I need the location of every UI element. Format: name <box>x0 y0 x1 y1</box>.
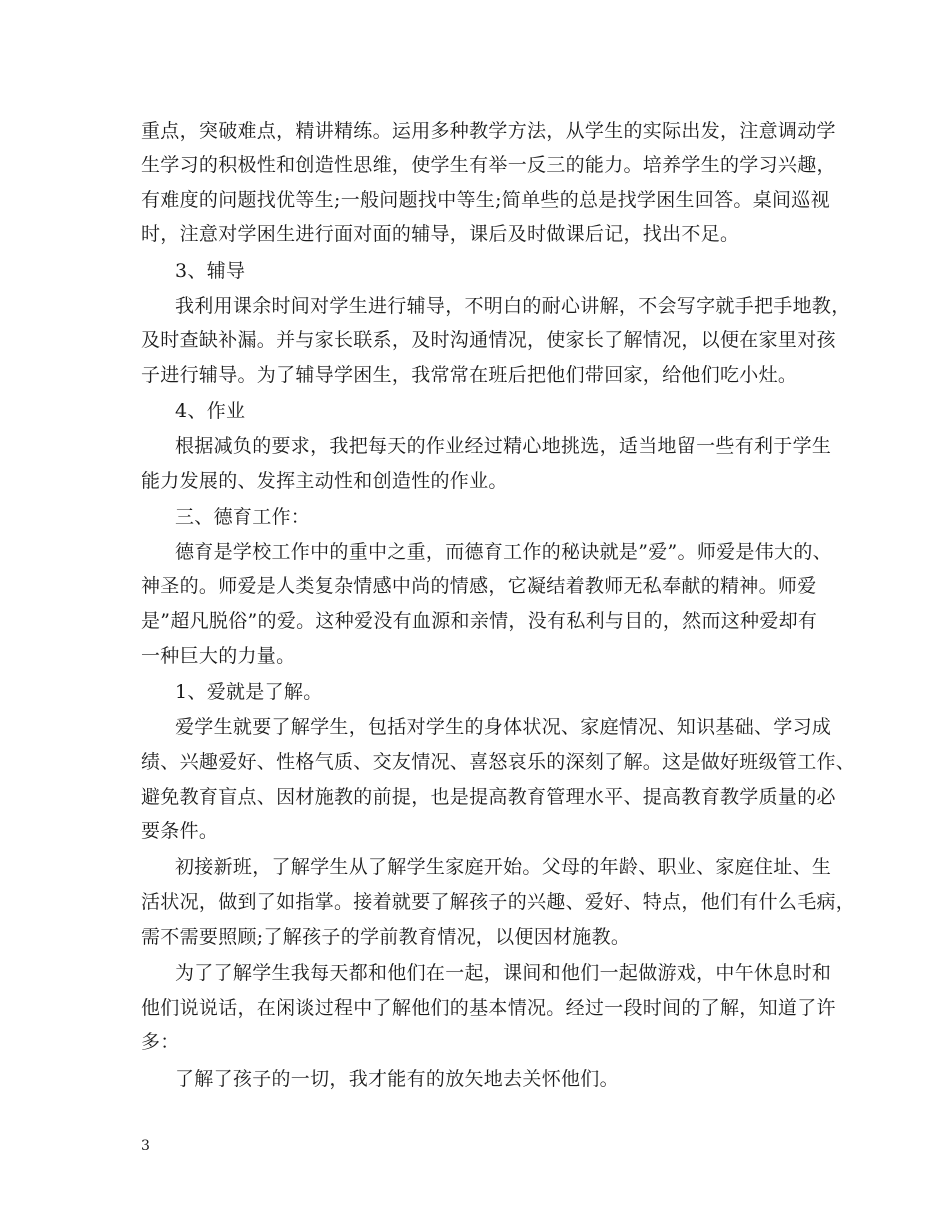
text-line: 德育是学校工作中的重中之重，而德育工作的秘诀就是”爱”。师爱是伟大的、 <box>175 541 832 563</box>
section-heading: 三、德育工作： <box>175 506 311 528</box>
text-line: 绩、兴趣爱好、性格气质、交友情况、喜怒哀乐的深刻了解。这是做好班级管工作、 <box>141 751 856 773</box>
section-heading: 4、作业 <box>175 400 246 422</box>
text-line: 为了了解学生我每天都和他们在一起，课间和他们一起做游戏，中午休息时和 <box>175 962 832 984</box>
text-line: 活状况，做到了如指掌。接着就要了解孩子的兴趣、爱好、特点，他们有什么毛病， <box>141 891 856 913</box>
text-line: 他们说说话，在闲谈过程中了解他们的基本情况。经过一段时间的了解，知道了许 <box>141 997 836 1019</box>
text-line: 子进行辅导。为了辅导学困生，我常常在班后把他们带回家，给他们吃小灶。 <box>141 364 798 386</box>
text-line: 了解了孩子的一切，我才能有的放矢地去关怀他们。 <box>175 1068 619 1090</box>
text-line: 初接新班，了解学生从了解学生家庭开始。父母的年龄、职业、家庭住址、生 <box>175 856 832 878</box>
text-line: 是”超凡脱俗”的爱。这种爱没有血源和亲情，没有私利与目的，然而这种爱却有 <box>141 610 818 632</box>
text-line: 时，注意对学困生进行面对面的辅导，课后及时做课后记，找出不足。 <box>141 223 740 245</box>
page-number: 3 <box>141 1138 150 1154</box>
section-heading: 1、爱就是了解。 <box>175 681 323 703</box>
text-line: 根据减负的要求，我把每天的作业经过精心地挑选，适当地留一些有利于学生 <box>175 435 832 457</box>
text-line: 重点，突破难点，精讲精练。运用多种教学方法，从学生的实际出发，注意调动学 <box>141 120 836 142</box>
text-line: 我利用课余时间对学生进行辅导，不明白的耐心讲解，不会写字就手把手地教， <box>175 295 851 317</box>
text-line: 及时查缺补漏。并与家长联系，及时沟通情况，使家长了解情况，以便在家里对孩 <box>141 329 836 351</box>
section-heading: 3、辅导 <box>175 260 246 282</box>
text-line: 神圣的。师爱是人类复杂情感中尚的情感，它凝结着教师无私奉献的精神。师爱 <box>141 575 817 597</box>
text-line: 一种巨大的力量。 <box>141 645 296 667</box>
text-line: 多： <box>141 1031 180 1053</box>
text-line: 需不需要照顾;了解孩子的学前教育情况，以便因材施教。 <box>141 926 631 948</box>
text-line: 生学习的积极性和创造性思维，使学生有举一反三的能力。培养学生的学习兴趣， <box>141 154 836 176</box>
text-line: 能力发展的、发挥主动性和创造性的作业。 <box>141 470 508 492</box>
text-line: 有难度的问题找优等生;一般问题找中等生;简单些的总是找学困生回答。桌间巡视 <box>141 189 830 211</box>
text-line: 爱学生就要了解学生，包括对学生的身体状况、家庭情况、知识基础、学习成 <box>175 716 832 738</box>
text-line: 避免教育盲点、因材施教的前提，也是提高教育管理水平、提高教育教学质量的必 <box>141 786 836 808</box>
text-line: 要条件。 <box>141 820 219 842</box>
